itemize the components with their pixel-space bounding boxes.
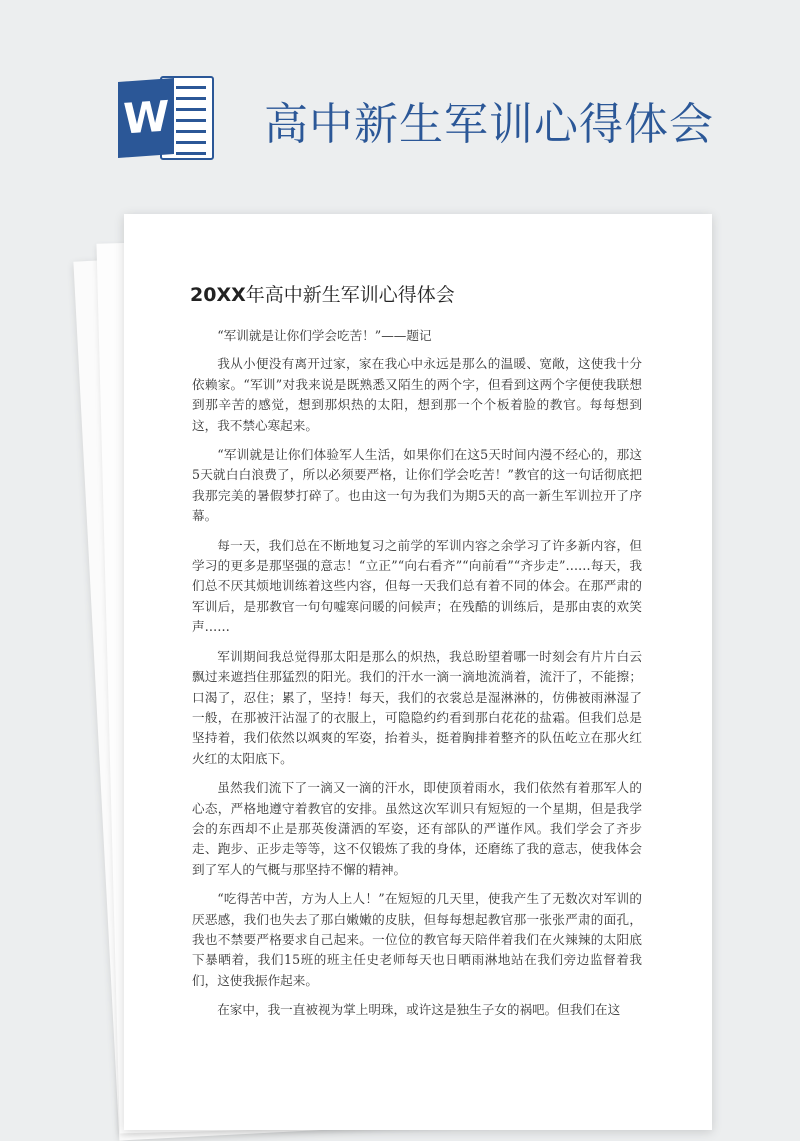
banner [0,0,800,200]
paragraph-4: 军训期间我总觉得那太阳是那么的炽热，我总盼望着哪一时刻会有片片白云飘过来遮挡住那猛烈的阳光。我们的汗水一滴一滴地流淌着，流汗了，不能擦；口渴了，忍住；累了，坚持！每天，我们的衣裳总是湿淋淋的，仿佛被雨淋湿了一般，在那被汗沾湿了的衣服上，可隐隐约约看到那白花花的盐霜。但我们总是坚持着，我们依然以飒爽的军姿，抬着头，挺着胸排着整齐的队伍屹立在那火红火红的太阳底下。 [192,648,642,766]
document-title-rest: 年高中新生军训心得体会 [245,284,455,306]
banner-title: 高中新生军训心得体会 [264,99,714,150]
epigraph: “军训就是让你们学会吃苦！”——题记 [217,328,432,343]
paragraph-6: “吃得苦中苦，方为人上人！”在短短的几天里，使我产生了无数次对军训的厌恶感，我们也失去了那白嫩嫩的皮肤，但每每想起教官那一张张严肃的面孔，我也不禁要严格要求自己起来。一位位的教官每天陪伴着我们在火辣辣的太阳底下暴晒着，我们15班的班主任史老师每天也日晒雨淋地站在我们旁边监督着我们，这使我振作起来。 [192,891,642,988]
word-document-icon [118,68,218,168]
document-title-prefix: 20XX [190,284,246,306]
document-title [190,280,455,307]
paragraph-3: 每一天，我们总在不断地复习之前学的军训内容之余学习了许多新内容，但学习的更多是那坚强的意志！“立正”“向右看齐”“向前看”“齐步走”……每天，我们总不厌其烦地训练着这些内容，但每一天我们总有着不同的体会。在那严肃的军训后，是那教官一句句嘘寒问暖的问候声；在残酷的训练后，是那由衷的欢笑声…… [192,537,642,635]
paragraph-2: “军训就是让你们体验军人生活，如果你们在这5天时间内漫不经心的，那这5天就白白浪费了，所以必须要严格，让你们学会吃苦！”教官的这一句话彻底把我那完美的暑假梦打碎了。也由这一句为我们为期5天的高一新生军训拉开了序幕。 [192,447,642,524]
paragraph-7: 在家中，我一直被视为掌上明珠，或许这是独生子女的祸吧。但我们在这 [217,1002,621,1018]
paragraph-5: 虽然我们流下了一滴又一滴的汗水，即使顶着雨水，我们依然有着那军人的心态，严格地遵守着教官的安排。虽然这次军训只有短短的一个星期，但是我学会的东西却不止是那英俊潇洒的军姿，还有部队的严谨作风。我们学会了齐步走、跑步、正步走等等，这不仅锻炼了我的身体，还磨练了我的意志，使我体会到了军人的气概与那坚持不懈的精神。 [192,780,642,877]
word-logo-letter: W [118,78,174,158]
paragraph-1: 我从小便没有离开过家，家在我心中永远是那么的温暖、宽敞，这使我十分依赖家。“军训”对我来说是既熟悉又陌生的两个字，但看到这两个字便使我联想到那辛苦的感觉，想到那炽热的太阳，想到那一个个板着脸的教官。每每想到这，我不禁心寒起来。 [192,356,642,433]
document-body [192,326,642,1030]
document-page [124,214,712,1130]
